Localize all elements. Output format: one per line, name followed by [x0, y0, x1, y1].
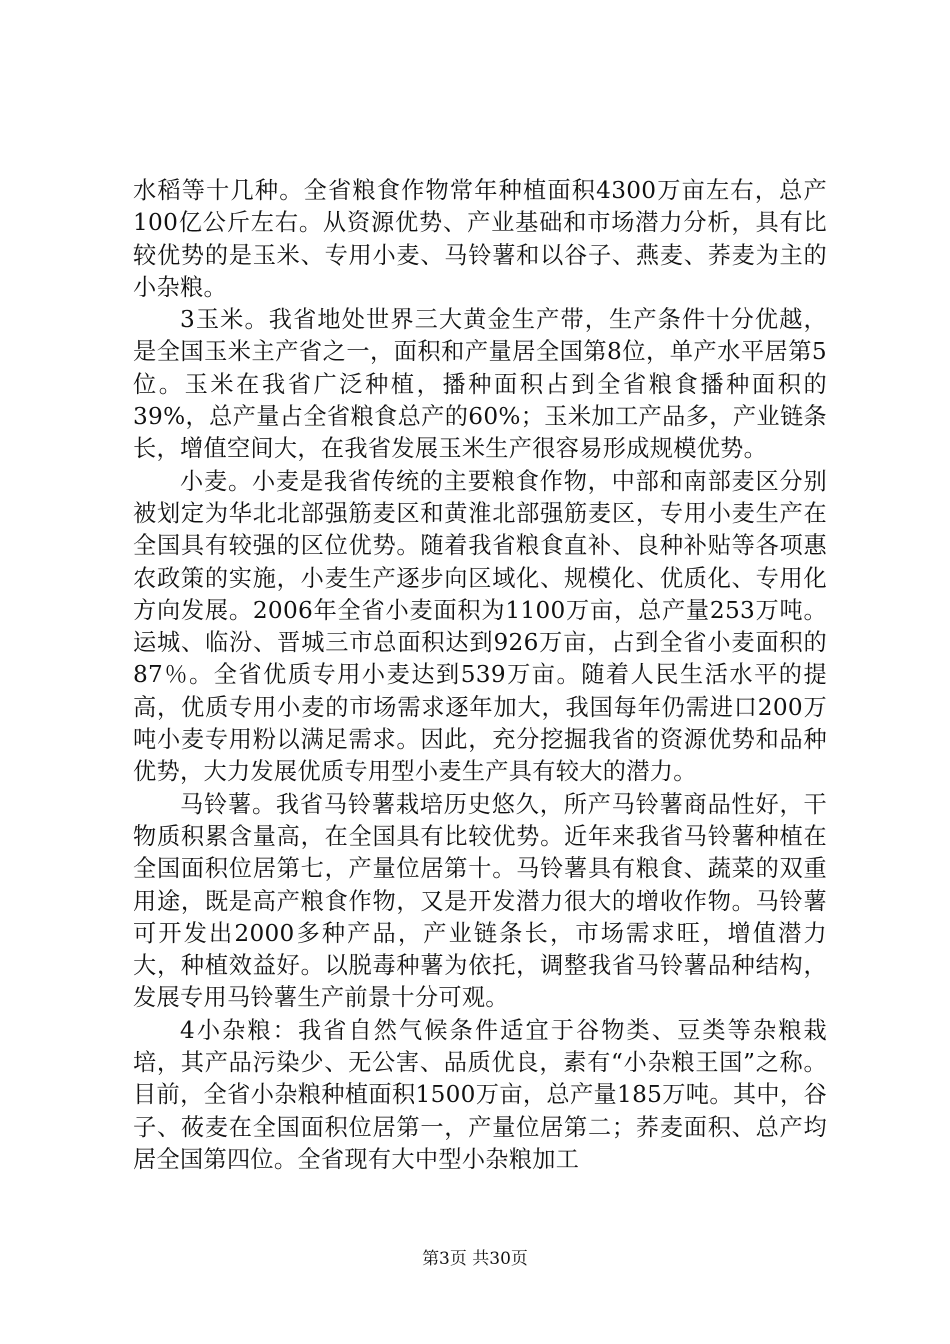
document-body	[133, 175, 827, 1176]
paragraph-minor-grains: 4小杂粮：我省自然气候条件适宜于谷物类、豆类等杂粮栽培，其产品污染少、无公害、品质优良，素有“小杂粮王国”之称。目前，全省小杂粮种植面积1500万亩，总产量185万吨。其中，谷子、莜麦在全国面积位居第一，产量位居第二；荞麦面积、总产均居全国第四位。全省现有大中型小杂粮加工	[133, 1016, 827, 1173]
paragraph-1: 水稻等十几种。全省粮食作物常年种植面积4300万亩左右，总产100亿公斤左右。从资源优势、产业基础和市场潜力分析，具有比较优势的是玉米、专用小麦、马铃薯和以谷子、燕麦、荞麦为主的小杂粮。	[133, 177, 827, 301]
paragraph-potato: 马铃薯。我省马铃薯栽培历史悠久，所产马铃薯商品性好，干物质积累含量高，在全国具有比较优势。近年来我省马铃薯种植在全国面积位居第七，产量位居第十。马铃薯具有粮食、蔬菜的双重用途，既是高产粮食作物，又是开发潜力很大的增收作物。马铃薯可开发出2000多种产品，产业链条长，市场需求旺，增值潜力大，种植效益好。以脱毒种薯为依托，调整我省马铃薯品种结构，发展专用马铃薯生产前景十分可观。	[133, 790, 827, 1012]
paragraph-wheat: 小麦。小麦是我省传统的主要粮食作物，中部和南部麦区分别被划定为华北北部强筋麦区和黄淮北部强筋麦区，专用小麦生产在全国具有较强的区位优势。随着我省粮食直补、良种补贴等各项惠农政策的实施，小麦生产逐步向区域化、规模化、优质化、专用化方向发展。2006年全省小麦面积为1100万亩，总产量253万吨。运城、临汾、晋城三市总面积达到926万亩，占到全省小麦面积的87％。全省优质专用小麦达到539万亩。随着人民生活水平的提高，优质专用小麦的市场需求逐年加大，我国每年仍需进口200万吨小麦专用粉以满足需求。因此，充分挖掘我省的资源优势和品种优势，大力发展优质专用型小麦生产具有较大的潜力。	[133, 467, 827, 786]
paragraph-corn: 3玉米。我省地处世界三大黄金生产带，生产条件十分优越，是全国玉米主产省之一，面积和产量居全国第8位，单产水平居第5位。玉米在我省广泛种植，播种面积占到全省粮食播种面积的39%，总产量占全省粮食总产的60%；玉米加工产品多，产业链条长，增值空间大，在我省发展玉米生产很容易形成规模优势。	[133, 306, 827, 463]
page-number-footer: 第3页 共30页	[422, 1249, 528, 1269]
